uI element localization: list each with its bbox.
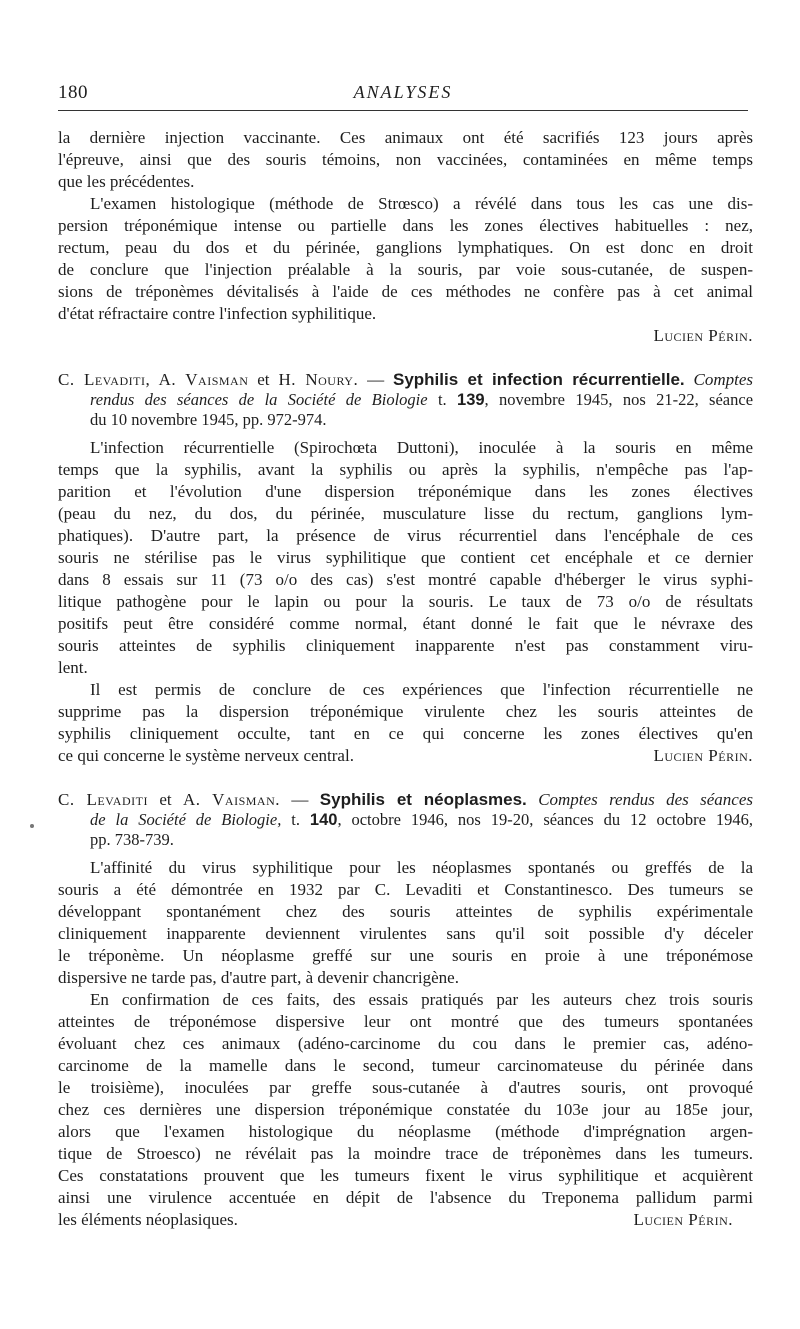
body-line: de conclure que l'injection préalable à la souris, par voie sous-cutanée, de suspen- <box>58 260 753 279</box>
body-text: ce qui concerne le système nerveux central. <box>58 746 354 765</box>
body-line: temps que la syphilis, avant la syphilis ou après la syphilis, n'empêche pas l'ap- <box>58 460 753 479</box>
article-title: Syphilis et infection récurrentielle. <box>393 370 685 389</box>
article-heading-cont: du 10 novembre 1945, pp. 972-974. <box>90 410 327 429</box>
body-line: parition et l'évolution d'une dispersion tréponémique dans les zones électives <box>58 482 753 501</box>
article-heading-cont <box>90 390 753 410</box>
signature: Lucien Périn. <box>653 326 753 345</box>
signature: Lucien Périn. <box>653 746 753 765</box>
body-line: dispersive ne tarde pas, d'autre part, à devenir chancrigène. <box>58 968 459 987</box>
header-rule <box>58 110 748 111</box>
body-line: rectum, peau du dos et du périnée, ganglions lymphatiques. On est donc en droit <box>58 238 753 257</box>
body-line: l'épreuve, ainsi que des souris témoins, non vaccinées, contaminées en même temps <box>58 150 753 169</box>
body-line: Ces constatations prouvent que les tumeurs fixent le virus syphilitique et acquièrent <box>58 1166 753 1185</box>
body-line: le tréponème. Un néoplasme greffé sur une souris en proie à une tréponémose <box>58 946 753 965</box>
authors-joiner: et <box>257 370 270 389</box>
body-line: d'état réfractaire contre l'infection syphilitique. <box>58 304 377 323</box>
body-line: développant spontanément chez des souris atteintes de syphilis expérimentale <box>58 902 753 921</box>
authors: C. Levaditi <box>58 790 148 809</box>
issue-date: , novembre 1945, nos 21-22, séance <box>484 390 754 409</box>
body-line: alors que l'examen histologique du néoplasme (méthode d'imprégnation argen- <box>58 1122 753 1141</box>
body-line: la dernière injection vaccinante. Ces animaux ont été sacrifiés 123 jours après <box>58 128 753 147</box>
authors: A. Vaisman. <box>183 790 280 809</box>
body-line: atteintes de tréponémose dispersive leur ont montré que des tumeurs spontanées <box>58 1012 753 1031</box>
body-line: litique pathogène pour le lapin ou pour la souris. Le taux de 73 o/o de résultats <box>58 592 753 611</box>
article-heading-cont <box>90 810 753 830</box>
body-line: persion tréponémique intense ou partielle dans les zones électives habituelles : nez, <box>58 216 753 235</box>
body-line: positifs peut être considéré comme normal, étant donné le fait que le névraxe des <box>58 614 753 633</box>
body-line: sions de tréponèmes dévitalisés à l'aide de ces méthodes ne confère pas à cet animal <box>58 282 753 301</box>
page-header <box>58 82 748 104</box>
article-heading <box>58 370 753 390</box>
body-line: phatiques). D'autre part, la présence de virus récurrentiel dans l'encéphale de ces <box>58 526 753 545</box>
body-line: Il est permis de conclure de ces expériences que l'infection récurrentielle ne <box>90 680 753 699</box>
authors-joiner: et <box>159 790 172 809</box>
body-line: chez ces dernières une dispersion tréponémique constatée du 103e jour au 185e jour, <box>58 1100 753 1119</box>
authors: C. Levaditi, A. Vaisman <box>58 370 249 389</box>
body-line: le troisième), inoculées par greffe sous-cutanée à d'autres souris, ont provoqué <box>58 1078 753 1097</box>
journal-name: Comptes <box>693 370 754 389</box>
volume-number: 140 <box>309 811 338 829</box>
volume-number: 139 <box>457 391 485 409</box>
article-title: Syphilis et néoplasmes. <box>319 790 527 809</box>
body-line: évoluant chez ces animaux (adéno-carcinome du cou dans le premier cas, adéno- <box>58 1034 753 1053</box>
body-line: cliniquement inapparente deviennent virulentes sans qu'il soit possible d'y déceler <box>58 924 753 943</box>
dash: — <box>291 790 309 809</box>
authors: H. Noury. <box>278 370 359 389</box>
body-line: que les précédentes. <box>58 172 195 191</box>
journal-name: de la Société de Biologie, <box>90 810 282 829</box>
body-line: L'infection récurrentielle (Spirochœta Duttoni), inoculée à la souris en même <box>90 438 753 457</box>
body-line: L'examen histologique (méthode de Strœsco) a révélé dans tous les cas une dis- <box>90 194 753 213</box>
body-line: supprime pas la dispersion tréponémique virulente chez les souris atteintes de <box>58 702 753 721</box>
margin-mark <box>30 824 34 828</box>
body-line: souris atteintes de syphilis cliniquement inapparente n'est pas constamment viru- <box>58 636 753 655</box>
body-line: dans 8 essais sur 11 (73 o/o des cas) s'est montré capable d'héberger le virus syphi- <box>58 570 753 589</box>
body-line: lent. <box>58 658 88 677</box>
running-title: ANALYSES <box>353 82 453 102</box>
article-heading-cont: pp. 738-739. <box>90 830 174 849</box>
body-line <box>58 746 753 766</box>
journal-name: Comptes rendus des séances <box>538 790 754 809</box>
body-line: carcinome de la mamelle dans le second, tumeur carcinomateuse du périnée dans <box>58 1056 753 1075</box>
signature: Lucien Périn. <box>633 1210 733 1229</box>
body-line: souris ne stérilise pas le virus syphilitique que contient cet encéphale et ce dernier <box>58 548 753 567</box>
volume-prefix: t. <box>437 390 447 409</box>
body-line: syphilis cliniquement occulte, tant en ce qui concerne les zones électives qu'en <box>58 724 753 743</box>
body-line: ainsi une virulence accentuée en dépit de l'absence du Treponema pallidum parmi <box>58 1188 753 1207</box>
issue-date: , octobre 1946, nos 19-20, séances du 12 octobre 1946, <box>337 810 753 829</box>
volume-prefix: t. <box>291 810 300 829</box>
article-heading <box>58 790 753 810</box>
body-line: En confirmation de ces faits, des essais pratiqués par les auteurs chez trois souris <box>90 990 753 1009</box>
page-number: 180 <box>58 82 88 103</box>
body-line: tique de Stroesco) ne révélait pas la moindre trace de tréponèmes dans les tumeurs. <box>58 1144 753 1163</box>
body-line: L'affinité du virus syphilitique pour les néoplasmes spontanés ou greffés de la <box>90 858 753 877</box>
body-line: souris a été démontrée en 1932 par C. Levaditi et Constantinesco. Des tumeurs se <box>58 880 753 899</box>
journal-name: rendus des séances de la Société de Biologie <box>90 390 428 409</box>
body-line <box>58 1210 733 1230</box>
body-line: (peau du nez, du dos, du périnée, musculature lisse du rectum, ganglions lym- <box>58 504 753 523</box>
body-text: les éléments néoplasiques. <box>58 1210 238 1229</box>
dash: — <box>367 370 385 389</box>
